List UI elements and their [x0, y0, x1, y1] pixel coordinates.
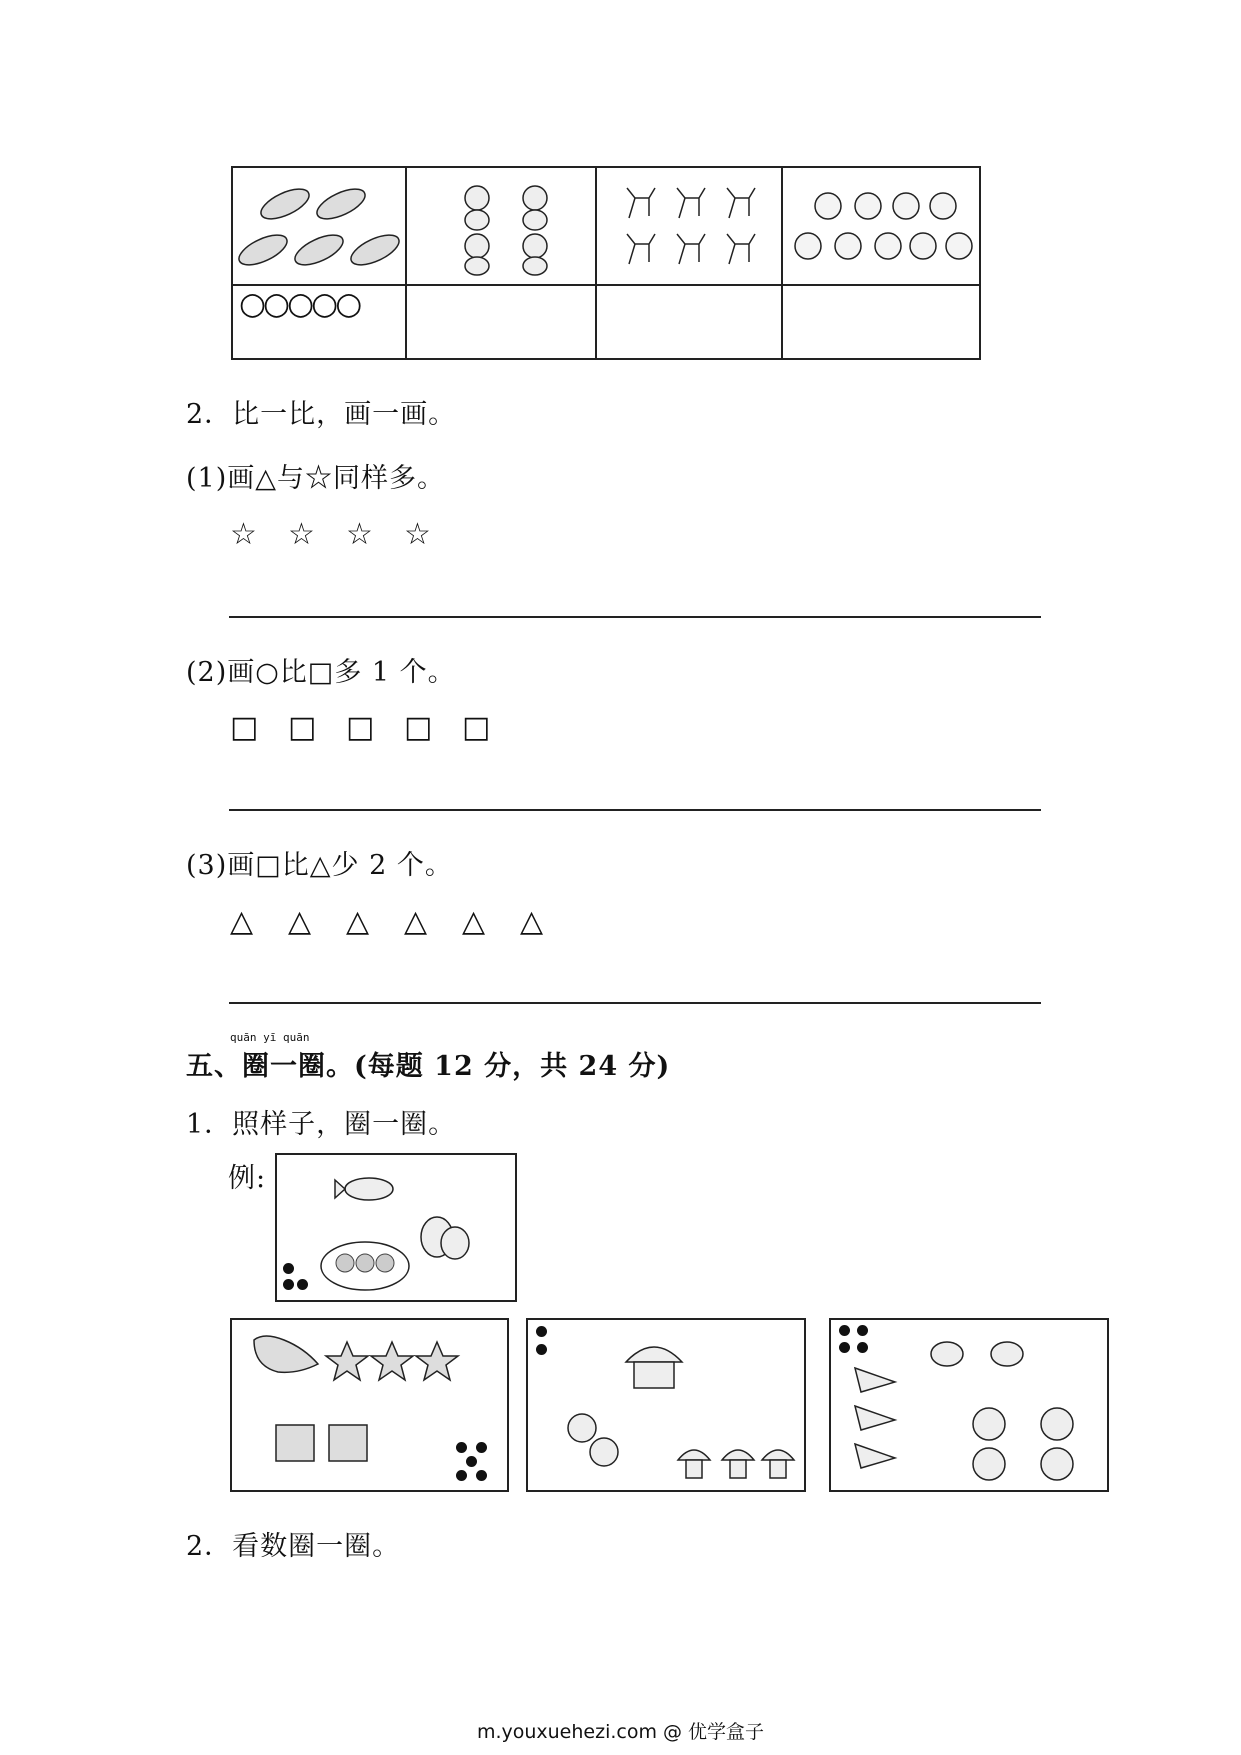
exercise-box-2[interactable]	[526, 1318, 806, 1492]
exercise-1-picture	[232, 1320, 507, 1490]
cell-monkeys	[406, 167, 596, 285]
peaches-image	[783, 168, 979, 280]
triangle-symbol: △	[462, 904, 486, 939]
cell-deer	[596, 167, 782, 285]
cell-leaves	[232, 167, 406, 285]
star-symbol: ☆	[404, 517, 431, 552]
exercise-3-picture	[831, 1320, 1107, 1490]
cell-answer-3[interactable]	[596, 285, 782, 359]
q2-part1-label: (1)画△与☆同样多。	[186, 463, 446, 494]
stars-row	[230, 517, 462, 552]
q2-part3-label: (3)画□比△少 2 个。	[186, 850, 453, 881]
cell-answer-2[interactable]	[406, 285, 596, 359]
example-label: 例:	[228, 1163, 267, 1194]
example-box	[275, 1153, 517, 1302]
star-symbol: ☆	[288, 517, 315, 552]
triangle-symbol: △	[288, 904, 312, 939]
triangle-symbol: △	[404, 904, 428, 939]
example-picture	[277, 1155, 515, 1300]
exercise-2-picture	[528, 1320, 804, 1490]
q2-title: 2．比一比，画一画。	[186, 399, 457, 430]
square-symbol: □	[288, 710, 317, 745]
square-symbol: □	[462, 710, 491, 745]
square-symbol: □	[346, 710, 375, 745]
exercise-box-1[interactable]	[230, 1318, 509, 1492]
square-symbol: □	[230, 710, 259, 745]
leaves-image	[233, 168, 405, 280]
answer-line-3[interactable]	[229, 1002, 1041, 1004]
star-symbol: ☆	[346, 517, 373, 552]
cell-answer-4[interactable]	[782, 285, 980, 359]
deer-image	[597, 168, 781, 280]
triangle-symbol: △	[346, 904, 370, 939]
counting-table	[231, 166, 981, 360]
exercise-box-3[interactable]	[829, 1318, 1109, 1492]
section5-q1: 1．照样子，圈一圈。	[186, 1109, 457, 1140]
answer-line-1[interactable]	[229, 616, 1041, 618]
triangle-symbol: △	[520, 904, 544, 939]
answer-line-2[interactable]	[229, 809, 1041, 811]
triangles-row	[230, 904, 578, 939]
footer-watermark: m.youxuehezi.com @ 优学盒子	[476, 1721, 765, 1743]
monkeys-image	[407, 168, 595, 280]
circles-answer: ○○○○○	[239, 286, 360, 322]
section5-q2: 2．看数圈一圈。	[186, 1531, 401, 1562]
squares-row	[230, 710, 520, 745]
section5-pinyin: quān yī quān	[230, 1031, 310, 1044]
cell-answer-1	[232, 285, 406, 359]
section5-title: 五、圈一圈。(每题 12 分，共 24 分)	[186, 1051, 671, 1082]
star-symbol: ☆	[230, 517, 257, 552]
square-symbol: □	[404, 710, 433, 745]
triangle-symbol: △	[230, 904, 254, 939]
cell-peaches	[782, 167, 980, 285]
q2-part2-label: (2)画○比□多 1 个。	[186, 657, 456, 688]
